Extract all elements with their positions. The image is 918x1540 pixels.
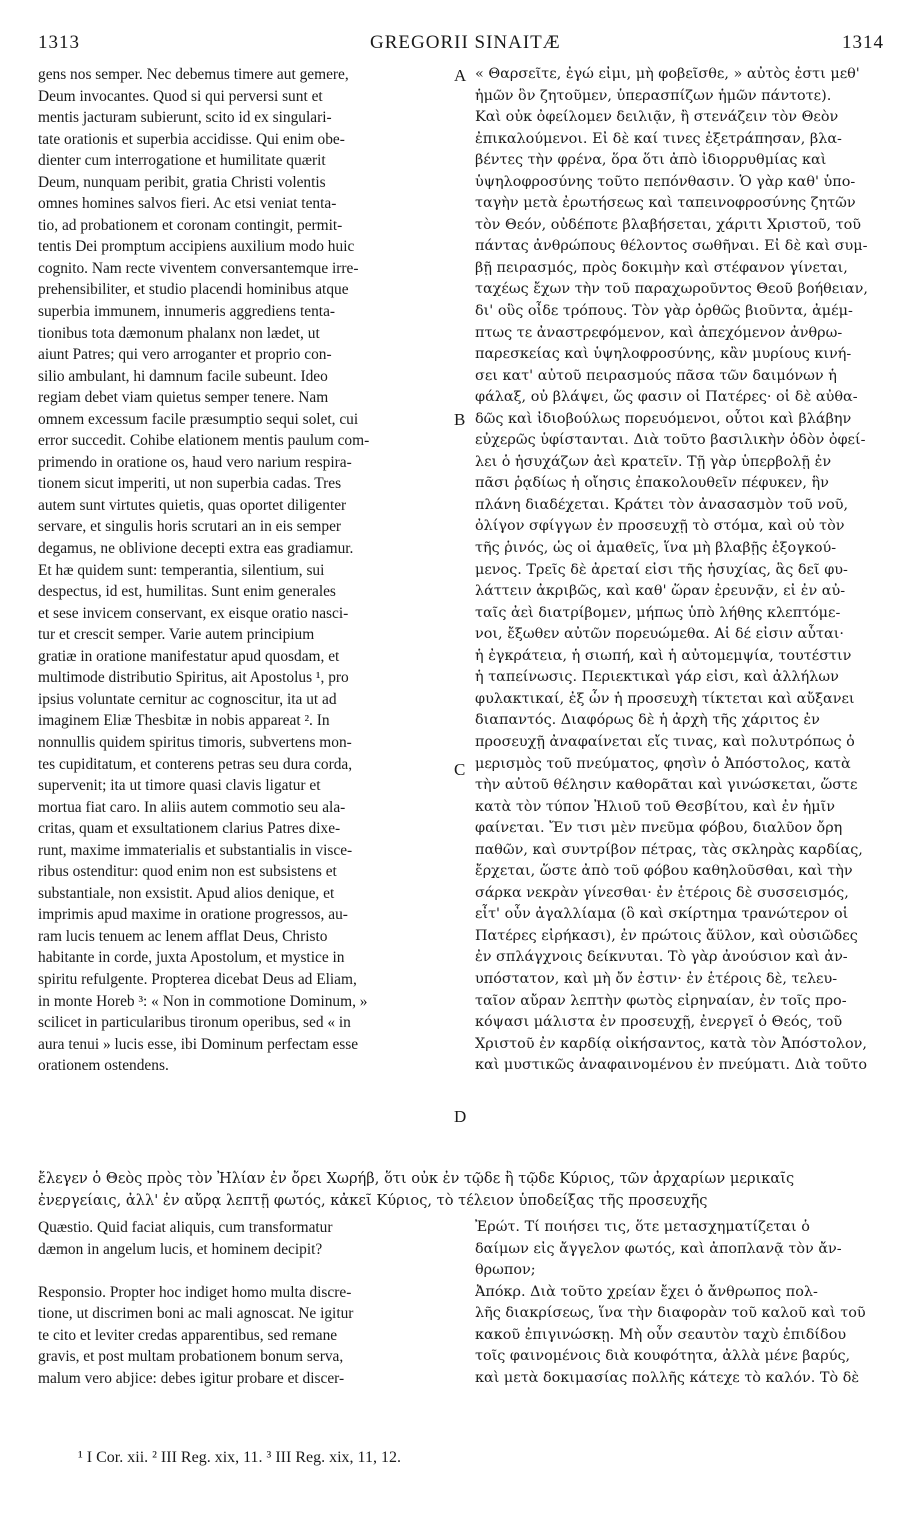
latin-text-line: omnes homines salvos fieri. Ac etsi veniat tenta- — [38, 195, 337, 213]
latin-question-line: Responsio. Propter hoc indiget homo multa discre- — [38, 1283, 352, 1301]
latin-text-line: Deum, nunquam peribit, gratia Christi volentis — [38, 173, 326, 191]
latin-text-line: tes cupiditatum, et conterens petras seu dura corda, — [38, 755, 353, 773]
latin-text-line: dienter cum interrogatione et humilitate quærit — [38, 152, 326, 170]
latin-text-line: spiritu refulgente. Propterea dicebat Deus ad Eliam, — [38, 970, 357, 988]
greek-text-line: παθῶν, καὶ συντρίβον πέτρας, τὰς σκληρὰς καρδίας, — [475, 841, 863, 858]
greek-text-line: κόψασι μάλιστα ἐν προσευχῇ, ἐνεργεῖ ὁ Θεός, τοῦ — [475, 1014, 843, 1031]
greek-text-line: εἶτ' οὖν ἀγαλλίαμα (ὃ καὶ σκίρτημα τρανώτερον οἱ — [475, 906, 849, 923]
latin-text-line: primendo in oratione os, haud vero narium respira- — [38, 453, 352, 471]
greek-text-line: μενος. Τρεῖς δὲ ἀρεταί εἰσι τῆς ἡσυχίας, ἃς δεῖ φυ- — [475, 561, 848, 578]
greek-text-line: ἡμῶν ὃν ζητοῦμεν, ὑπερασπίζων ἡμῶν πάντοτε). — [475, 87, 832, 104]
latin-text-line: critas, quam et exsultationem clarius Patres dixe- — [38, 820, 341, 838]
latin-text-line: ipsius voluntate cernitur ac cognoscitur, ita ut ad — [38, 690, 337, 708]
latin-text-line: prehensibiliter, et studio placendi hominibus atque — [38, 281, 349, 299]
greek-text-line: προσευχῇ ἀναφαίνεται εἴς τινας, καὶ πολυτρόπως ὁ — [475, 733, 855, 750]
greek-text-line: νοι, ἔξωθεν αὐτῶν πορευώμεθα. Αἱ δέ εἰσιν αὗται· — [475, 626, 844, 643]
greek-question-line: καὶ μετὰ δοκιμασίας πολλῆς κάτεχε τὸ καλόν. Τὸ δὲ — [475, 1369, 860, 1386]
greek-text-line: πᾶσι ῥᾳδίως ἡ οἴησις ἐπακολουθεῖν πέφυκεν, ἣν — [475, 475, 829, 492]
running-title: GREGORII SINAITÆ — [370, 32, 561, 53]
right-page-number: 1314 — [842, 32, 884, 53]
greek-text-line: ἔρχεται, ὥστε ἀπὸ τοῦ φόβου καθηλοῦσθαι, καὶ τὴν — [475, 863, 853, 880]
latin-text-line: orationem ostendens. — [38, 1057, 169, 1075]
latin-text-line: scilicet in particularibus tironum operibus, sed « in — [38, 1014, 351, 1032]
greek-text-line: ἡ ταπείνωσις. Περιεκτικαὶ γάρ εἰσι, καὶ ἀλλήλων — [475, 669, 839, 686]
latin-question-column — [38, 1217, 450, 1389]
greek-text-line: ἐν σπλάγχνοις δείκνυται. Τὸ γὰρ ἀνούσιον καὶ ἀν- — [475, 949, 848, 966]
greek-text-line: υπόστατον, καὶ μὴ ὄν ἐστιν· ἐν ἑτέροις δὲ, τελευ- — [475, 970, 838, 987]
greek-text-line: μερισμὸς τοῦ πνεύματος, φησὶν ὁ Ἀπόστολος, κατὰ — [475, 755, 851, 772]
greek-text-line: ταγὴν μετὰ ἐρωτήσεως καὶ ταπεινοφροσύνης ζητῶν — [475, 195, 856, 212]
margin-letter-c: C — [454, 760, 466, 779]
greek-question-line: δαίμων εἰς ἄγγελον φωτός, καὶ ἀποπλανᾷ τὸν ἄν- — [475, 1240, 842, 1257]
latin-text-line: substantiale, non exsistit. Apud alios denique, et — [38, 884, 335, 902]
greek-text-line: ταχέως ἔχων τὴν τοῦ παραχωροῦντος Θεοῦ βοήθειαν, — [475, 281, 868, 298]
greek-full-width-line: ἐνεργείαις, ἀλλ' ἐν αὔρᾳ λεπτῇ φωτός, κἀκεῖ Κύριος, τὸ τέλειον ὑποδείξας τῆς προσευχῆς — [38, 1192, 708, 1209]
latin-question-line — [38, 1260, 450, 1282]
latin-text-line: aura tenui » lucis esse, ibi Dominum perfectam esse — [38, 1035, 359, 1053]
greek-text-line: ταῖον αὔραν λεπτὴν φωτὸς εἰρηναίαν, ἐν τοῖς προ- — [475, 992, 847, 1009]
latin-text-line: Et hæ quidem sunt: temperantia, silentium, sui — [38, 561, 325, 579]
latin-question-line: gravis, et post multam probationem bonum serva, — [38, 1348, 344, 1366]
greek-text-line: Χριστοῦ ἐν καρδίᾳ οἰκήσαντος, κατὰ τὸν Ἀπόστολον, — [475, 1035, 867, 1052]
greek-text-line: δῶς καὶ ἰδιοβούλως πορευόμενοι, οὗτοι καὶ βλάβην — [475, 410, 852, 427]
greek-text-line: πλάνη διαδέχεται. Κράτει τὸν ἀνασασμὸν τοῦ νοῦ, — [475, 496, 849, 513]
latin-text-line: tionem sicut imperiti, ut non superbia cadas. Tres — [38, 475, 342, 493]
greek-text-line: ὑψηλοφροσύνης τοῦτο πεπόνθασιν. Ὁ γὰρ καθ' ὑπο- — [475, 173, 856, 190]
greek-text-line: βῇ πειρασμός, πρὸς δοκιμὴν καὶ στέφανον γίνεται, — [475, 259, 848, 276]
greek-question-line: κακοῦ ἐπιγινώσκῃ. Μὴ οὖν σεαυτὸν ταχὺ ἐπιδίδου — [475, 1326, 847, 1343]
greek-text-line: φάλαξ, οὐ βλάψει, ὥς φασιν οἱ Πατέρες· οἱ δὲ αὐθα- — [475, 389, 858, 406]
latin-text-line: cognito. Nam recte viventem conversantemque irre- — [38, 259, 359, 277]
greek-text-line: λει ὁ ἡσυχάζων ἀεὶ κρατεῖν. Τῇ γὰρ ὑπερβολῇ ἐν — [475, 453, 832, 470]
greek-text-line: « Θαρσεῖτε, ἐγώ εἰμι, μὴ φοβεῖσθε, » αὐτὸς ἐστι μεθ' — [475, 66, 860, 82]
latin-text-line: supervenit; ita ut timore quasi clavis ligatur et — [38, 777, 321, 795]
latin-text-line: imprimis apud maxime in oratione progressos, au- — [38, 906, 348, 924]
latin-text-line: mentis jacturam subierunt, scito id ex singulari- — [38, 109, 332, 127]
greek-text-line: διαπαντός. Διαφόρως δὲ ἡ ἀρχὴ τῆς χάριτος ἐν — [475, 712, 820, 729]
greek-text-line: Καὶ οὐκ ὀφείλομεν δειλιᾷν, ἢ στενάζειν τὸν Θεὸν — [475, 109, 839, 126]
footnotes: ¹ I Cor. xii. ² III Reg. xix, 11. ³ III Reg. xix, 11, 12. — [78, 1449, 401, 1466]
latin-text-line: ram lucis tenuem ac lenem afflat Deus, Christo — [38, 927, 328, 945]
latin-question-line: dæmon in angelum lucis, et hominem decipit? — [38, 1240, 323, 1258]
greek-full-width-block — [38, 1168, 890, 1212]
latin-text-line: Deum invocantes. Quod si qui perversi sunt et — [38, 87, 323, 105]
greek-text-line: τὴν αὐτοῦ θέλησιν καθορᾶται καὶ γινώσκεται, ὥστε — [475, 777, 858, 794]
greek-text-line: εὐχερῶς ὑφίστανται. Διὰ τοῦτο βασιλικὴν ὁδὸν ὀφεί- — [475, 432, 866, 449]
latin-text-line: aiunt Patres; qui vero arroganter et proprio con- — [38, 346, 332, 364]
latin-column — [38, 64, 450, 1077]
greek-text-line: φαίνεται. Ἔν τισι μὲν πνεῦμα φόβου, διαλῦον ὄρη — [475, 820, 843, 837]
greek-question-column — [475, 1217, 889, 1389]
greek-question-line: θρωπον; — [475, 1262, 536, 1279]
latin-text-line: tur et crescit semper. Varie autem principium — [38, 626, 315, 644]
latin-question-line: Quæstio. Quid faciat aliquis, cum transformatur — [38, 1219, 333, 1236]
latin-text-line: multimode distributio Spiritus, ait Apostolus ¹, pro — [38, 669, 349, 687]
greek-text-line: σει κατ' αὐτοῦ πειρασμούς πᾶσα τῶν δαιμόνων ἡ — [475, 367, 837, 384]
latin-text-line: superbia immunem, innumeris aggrediens tenta- — [38, 303, 336, 321]
greek-text-line: τὸν Θεόν, οὐδέποτε βλαβήσεται, χάριτι Χριστοῦ, τοῦ — [475, 216, 862, 233]
greek-question-line: Ἐρώτ. Τί ποιήσει τις, ὅτε μετασχηματίζεται ὁ — [475, 1219, 810, 1235]
latin-text-line: autem sunt virtutes quietis, quas oportet diligenter — [38, 496, 347, 514]
margin-letter-d: D — [454, 1107, 467, 1126]
left-page-number: 1313 — [38, 32, 80, 53]
greek-text-line: Πατέρες εἰρήκασι), ἐν πρώτοις ἄϋλον, καὶ οὐσιῶδες — [475, 927, 858, 944]
latin-text-line: tentis Dei promptum accipiens auxilium modo huic — [38, 238, 355, 256]
latin-question-line: tione, ut discrimen boni ac mali agnoscat. Ne igitur — [38, 1305, 354, 1323]
greek-text-line: ὀλίγον σφίγγων ἐν προσευχῇ τὸ στόμα, καὶ οὐ τὸν — [475, 518, 845, 535]
latin-text-line: gens nos semper. Nec debemus timere aut gemere, — [38, 66, 349, 83]
latin-text-line: ribus ostenditur: quod enim non est subsistens et — [38, 863, 337, 881]
greek-text-line: πάντας ἀνθρώπους θέλοντος σωθῆναι. Εἰ δὲ καὶ συμ- — [475, 238, 868, 255]
latin-question-line: malum vero abjice: debes igitur probare et discer- — [38, 1369, 345, 1387]
greek-text-line: φυλακτικαί, ἐξ ὧν ἡ προσευχὴ τίκτεται καὶ αὔξανει — [475, 690, 855, 707]
greek-text-line: λάττειν ἀκριβῶς, καὶ καθ' ὥραν ἐρευνᾷν, εἰ ἐν αὐ- — [475, 583, 846, 600]
latin-text-line: tate orationis et superbia accidisse. Qui enim obe- — [38, 130, 345, 148]
latin-text-line: gratiæ in oratione manifestatur apud quosdam, et — [38, 647, 340, 665]
latin-text-line: silio ambulant, hi damnum facile subeunt. Ideo — [38, 367, 328, 385]
latin-text-line: in monte Horeb ³: « Non in commotione Dominum, » — [38, 992, 368, 1010]
latin-text-line: regiam debet viam quietus semper tenere. Nam — [38, 389, 329, 407]
latin-text-line: mortua fiat caro. In aliis autem commotio seu ala- — [38, 798, 346, 816]
latin-text-line: servare, et singulis horis scrutari an in eis semper — [38, 518, 342, 536]
greek-text-line: δι' οὓς οἶδε τρόπους. Τὸν γὰρ ὀρθῶς βιοῦντα, ἀμέμ- — [475, 303, 853, 320]
greek-question-line: λῆς διακρίσεως, ἵνα τὴν διαφορὰν τοῦ καλοῦ καὶ τοῦ — [475, 1305, 866, 1322]
latin-text-line: nonnullis quidem spiritus timoris, subvertens mon- — [38, 733, 352, 751]
latin-text-line: habitante in corde, juxta Apostolum, et mystice in — [38, 949, 345, 967]
greek-text-line: ἐπικαλούμενοι. Εἰ δὲ καί τινες ἐξετράπησαν, βλα- — [475, 130, 842, 147]
latin-text-line: despectus, id est, humilitas. Sunt enim generales — [38, 583, 336, 601]
greek-question-line: Ἀπόκρ. Διὰ τοῦτο χρείαν ἔχει ὁ ἄνθρωπος πολ- — [475, 1283, 818, 1300]
greek-column — [475, 64, 889, 1077]
greek-text-line: ταῖς ἀεὶ διατρίβομεν, μήπως ὑπὸ λήθης κλεπτόμε- — [475, 604, 841, 621]
latin-text-line: et sese invicem conservant, ex eisque oratio nasci- — [38, 604, 349, 622]
latin-text-line: runt, maxime immaterialis et substantialis in visce- — [38, 841, 353, 859]
greek-text-line: ἡ ἐγκράτεια, ἡ σιωπή, καὶ ἡ αὐτομεμψία, τουτέστιν — [475, 647, 852, 664]
greek-text-line: καὶ μυστικῶς ἀναφαινομένου ἐν πνεύματι. Διὰ τοῦτο — [475, 1057, 867, 1074]
greek-text-line: παρεσκείας καὶ ὑψηλοφροσύνης, κἂν μυρίους κινή- — [475, 346, 852, 363]
latin-text-line: tio, ad probationem et coronam contingit, permit- — [38, 216, 343, 234]
greek-text-line: κατὰ τὸν τύπον Ἠλιοῦ τοῦ Θεσβίτου, καὶ ἐν ἡμῖν — [475, 798, 836, 815]
latin-text-line: tionibus tota dæmonum phalanx non lædet, ut — [38, 324, 320, 342]
latin-text-line: omnem excessum facile præsumptio sequi solet, cui — [38, 410, 359, 428]
greek-text-line: τῆς ῥινός, ὡς οἱ ἀμαθεῖς, ἵνα μὴ βλαβῇς ἐξογκού- — [475, 540, 837, 557]
greek-question-line: τοῖς φαινομένοις διὰ κουφότητα, ἀλλὰ μένε βαρύς, — [475, 1348, 851, 1365]
latin-text-line: degamus, ne oblivione decepti extra eas gradiamur. — [38, 540, 354, 558]
greek-text-line: σάρκα νεκρὰν γίνεσθαι· ἐν ἑτέροις δὲ συσσεισμός, — [475, 884, 849, 901]
latin-text-line: imaginem Eliæ Thesbitæ in nobis appareat ². In — [38, 712, 330, 730]
margin-letter-a: A — [454, 66, 467, 85]
greek-text-line: πτως τε ἀναστρεφόμενον, καὶ ἀπεχόμενον ἀνθρω- — [475, 324, 843, 341]
latin-question-line: te cito et leviter credas apparentibus, sed remane — [38, 1326, 338, 1344]
margin-letter-b: B — [454, 410, 466, 429]
latin-text-line: error succedit. Cohibe elationem mentis paulum com- — [38, 432, 370, 450]
greek-text-line: βέντες τὴν φρένα, ὅρα ὅτι ἀπὸ ἰδιορρυθμίας καὶ — [475, 152, 827, 169]
greek-full-width-line: ἔλεγεν ὁ Θεὸς πρὸς τὸν Ἠλίαν ἐν ὄρει Χωρήβ, ὅτι οὐκ ἐν τῷδε ἢ τῷδε Κύριος, τῶν ἀρχαρίων μερικαῖς — [38, 1170, 795, 1187]
